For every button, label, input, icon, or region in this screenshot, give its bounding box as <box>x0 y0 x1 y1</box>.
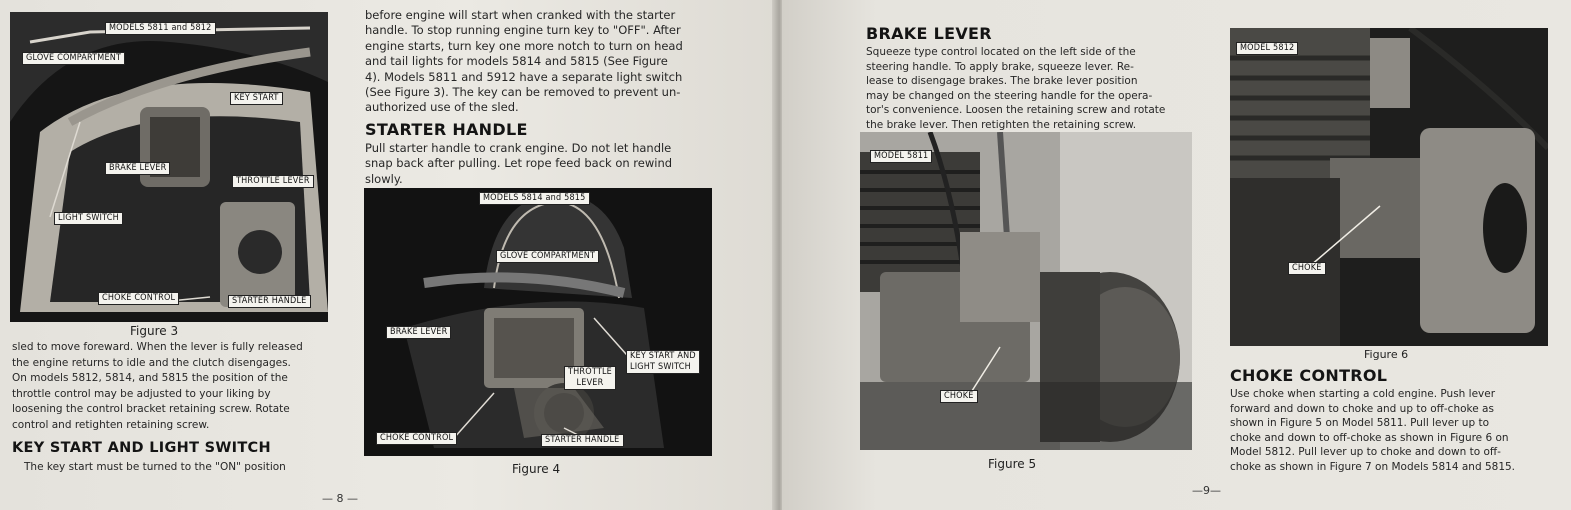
fig3-label-glove-compartment: GLOVE COMPARTMENT <box>22 52 125 65</box>
text-line: and tail lights for models 5814 and 5815 (See Figure <box>365 54 668 69</box>
fig4-label-throttle-line2: LEVER <box>576 378 604 388</box>
text-line: choke and down to off-choke as shown in Figure 6 on <box>1230 431 1509 444</box>
fig4-label-choke-control: CHOKE CONTROL <box>376 432 457 445</box>
fig3-label-choke-control: CHOKE CONTROL <box>98 292 179 305</box>
text-line: Squeeze type control located on the left side of the <box>866 46 1136 58</box>
figure-3-photo <box>10 12 328 322</box>
text-line: shown in Figure 5 on Model 5811. Pull lever up to <box>1230 417 1490 429</box>
text-line: slowly. <box>365 171 403 186</box>
key-start-continued-text <box>365 8 720 116</box>
fig5-label-model: MODEL 5811 <box>870 150 932 163</box>
figure-4-photo <box>364 188 712 456</box>
fig4-label-brake-lever: BRAKE LEVER <box>386 326 451 339</box>
figure-6-illustration <box>1230 28 1548 346</box>
text-line: Pull starter handle to crank engine. Do not let handle <box>365 141 672 155</box>
figure-6-photo <box>1230 28 1548 346</box>
text-line: steering handle. To apply brake, squeeze lever. Re- <box>866 60 1134 73</box>
page-8 <box>0 0 778 510</box>
fig4-label-throttle-line1: THROTTLE <box>568 367 612 377</box>
text-line: On models 5812, 5814, and 5815 the position of the <box>12 372 288 384</box>
fig6-label-choke: CHOKE <box>1288 262 1326 275</box>
text-line: Use choke when starting a cold engine. Push lever <box>1230 388 1496 400</box>
fig4-label-starter-handle: STARTER HANDLE <box>541 434 624 447</box>
fig3-label-key-start: KEY START <box>230 92 283 105</box>
text-line: handle. To stop running engine turn key to "OFF". After <box>365 23 681 38</box>
figure-5-illustration <box>860 132 1192 450</box>
choke-control-heading: CHOKE CONTROL <box>1230 366 1388 385</box>
text-line: choke as shown in Figure 7 on Models 5814 and 5815. <box>1230 460 1516 473</box>
figure-5-photo <box>860 132 1192 450</box>
brake-lever-text <box>866 45 1206 132</box>
text-line: snap back after pulling. Let rope feed back on rewind <box>365 156 673 171</box>
starter-handle-heading: STARTER HANDLE <box>365 120 528 139</box>
page-9 <box>782 0 1571 510</box>
text-line: authorized use of the sled. <box>365 100 519 115</box>
fig3-label-light-switch: LIGHT SWITCH <box>54 212 123 225</box>
fig4-label-key-start-line2: LIGHT SWITCH <box>630 362 691 372</box>
text-line: before engine will start when cranked with the starter <box>365 8 676 22</box>
starter-handle-text <box>365 141 720 187</box>
fig3-label-brake-lever: BRAKE LEVER <box>105 162 170 175</box>
text-line: throttle control may be adjusted to your liking by <box>12 387 271 400</box>
fig4-label-glove-compartment: GLOVE COMPARTMENT <box>496 250 599 263</box>
fig4-label-key-start-line1: KEY START AND <box>630 351 696 361</box>
text-line: tor's convenience. Loosen the retaining screw and rotate <box>866 104 1166 116</box>
choke-control-text <box>1230 387 1560 474</box>
fig6-label-model: MODEL 5812 <box>1236 42 1298 55</box>
key-start-heading: KEY START AND LIGHT SWITCH <box>12 440 271 456</box>
text-line: Model 5812. Pull lever up to choke and down to off- <box>1230 446 1501 458</box>
key-start-text: The key start must be turned to the "ON" position <box>24 461 286 473</box>
figure-4-illustration <box>364 188 712 456</box>
figure-6-caption: Figure 6 <box>1364 348 1409 361</box>
text-line: forward and down to choke and up to off-choke as <box>1230 402 1494 415</box>
fig4-label-models: MODELS 5814 and 5815 <box>479 192 590 205</box>
fig4-label-key-start <box>626 350 700 374</box>
text-line: control and retighten retaining screw. <box>12 418 210 431</box>
fig5-label-choke: CHOKE <box>940 390 978 403</box>
throttle-continued-text <box>12 340 330 433</box>
page-number: —9— <box>1192 484 1221 497</box>
fig3-label-throttle-lever: THROTTLE LEVER <box>232 175 314 188</box>
brake-lever-heading: BRAKE LEVER <box>866 24 992 43</box>
page-number: — 8 — <box>322 492 358 505</box>
figure-4-caption: Figure 4 <box>512 462 561 476</box>
fig4-label-throttle-lever <box>564 366 616 390</box>
text-line: engine starts, turn key one more notch to turn on head <box>365 38 683 53</box>
text-line: the engine returns to idle and the clutch disengages. <box>12 356 291 369</box>
fig3-label-models: MODELS 5811 and 5812 <box>105 22 216 35</box>
fig3-label-starter-handle: STARTER HANDLE <box>228 295 311 308</box>
figure-3-caption: Figure 3 <box>130 324 179 338</box>
text-line: the brake lever. Then retighten the retaining screw. <box>866 118 1137 131</box>
text-line: (See Figure 3). The key can be removed to prevent un- <box>365 85 681 100</box>
text-line: 4). Models 5811 and 5912 have a separate light switch <box>365 69 683 84</box>
figure-5-caption: Figure 5 <box>988 457 1037 471</box>
text-line: may be changed on the steering handle for the opera- <box>866 89 1153 102</box>
text-line: lease to disengage brakes. The brake lever position <box>866 75 1138 87</box>
text-line: loosening the control bracket retaining screw. Rotate <box>12 403 290 415</box>
text-line: sled to move foreward. When the lever is fully released <box>12 341 303 353</box>
